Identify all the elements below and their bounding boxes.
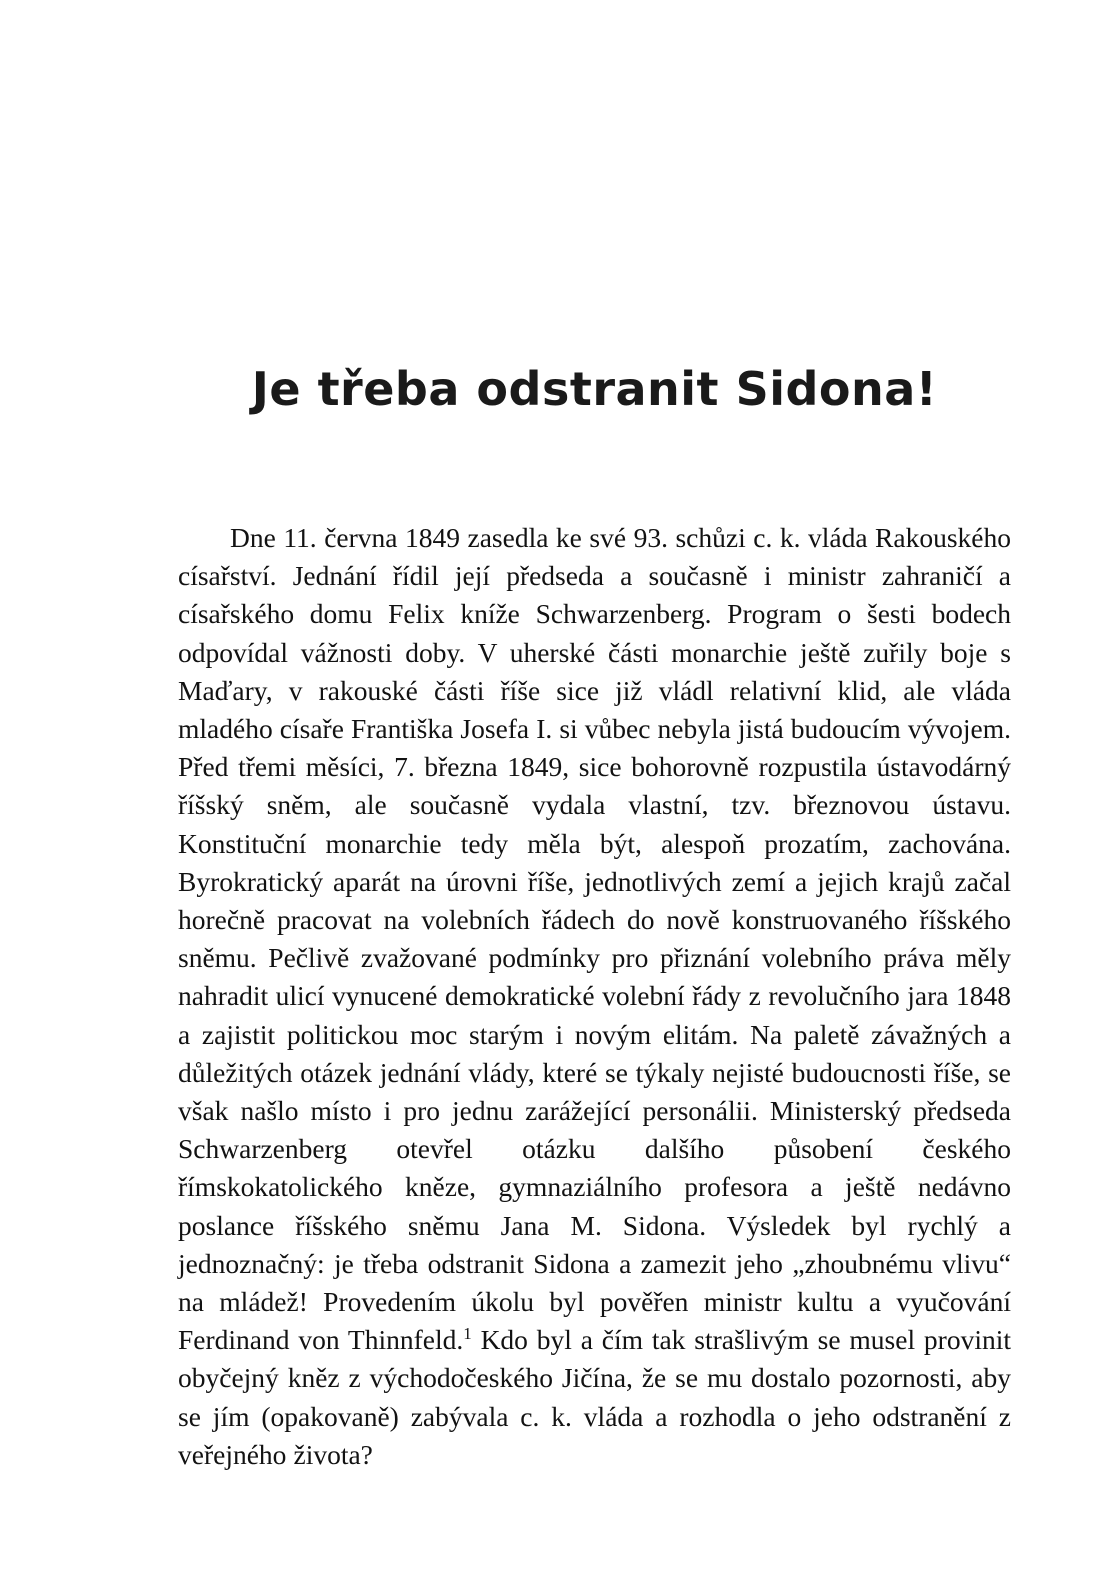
body-text-block (178, 519, 1011, 1474)
paragraph-1-text-after-footnote: Kdo byl a čím tak strašlivým se musel provinit obyčejný kněz z východočeského Jičína, že se mu dostalo pozornosti, aby se jím (opakovaně) zabývala c. k. vláda a rozhodla o jeho odstranění z veřejného života? (178, 1324, 1011, 1470)
page-title: Je třeba odstranit Sidona! (251, 361, 938, 416)
paragraph-1-text-before-footnote: Dne 11. června 1849 zasedla ke své 93. schůzi c. k. vláda Rakouského císařství. Jednání řídil její předseda a současně i ministr zahraničí a císařského domu Felix kníže Schwarzenberg. Program o šesti bodech odpovídal vážnosti doby. V uherské části monarchie ještě zuřily boje s Maďary, v rakouské části říše sice již vládl relativní klid, ale vláda mladého císaře Františka Josefa I. si vůbec nebyla jistá budoucím vývojem. Před třemi měsíci, 7. března 1849, sice bohorovně rozpustila ústavodárný říšský sněm, ale současně vydala vlastní, tzv. březnovou ústavu. Konstituční monarchie tedy měla být, alespoň prozatím, zachována. Byrokratický aparát na úrovni říše, jednotlivých zemí a jejich krajů začal horečně pracovat na volebních řádech do nově konstruovaného říšského sněmu. Pečlivě zvažované podmínky pro přiznání volebního práva měly nahradit ulicí vynucené demokratické volební řády z revolučního jara 1848 a zajistit politickou moc starým i novým elitám. Na paletě závažných a důležitých otázek jednání vlády, které se týkaly nejisté budoucnosti říše, se však našlo místo i pro jednu zarážející personálii. Ministerský předseda Schwarzenberg otevřel otázku dalšího působení českého římskokatolického kněze, gymnaziálního profesora a ještě nedávno poslance říšského sněmu Jana M. Sidona. Výsledek byl rychlý a jednoznačný: je třeba odstranit Sidona a zamezit jeho „zhoubnému vlivu“ na mládež! Provedením úkolu byl pověřen ministr kultu a vyučování Ferdinand von Thinnfeld. (178, 522, 1011, 1356)
paragraph-1 (178, 519, 1011, 1474)
footnote-reference-1[interactable]: 1 (463, 1324, 472, 1344)
